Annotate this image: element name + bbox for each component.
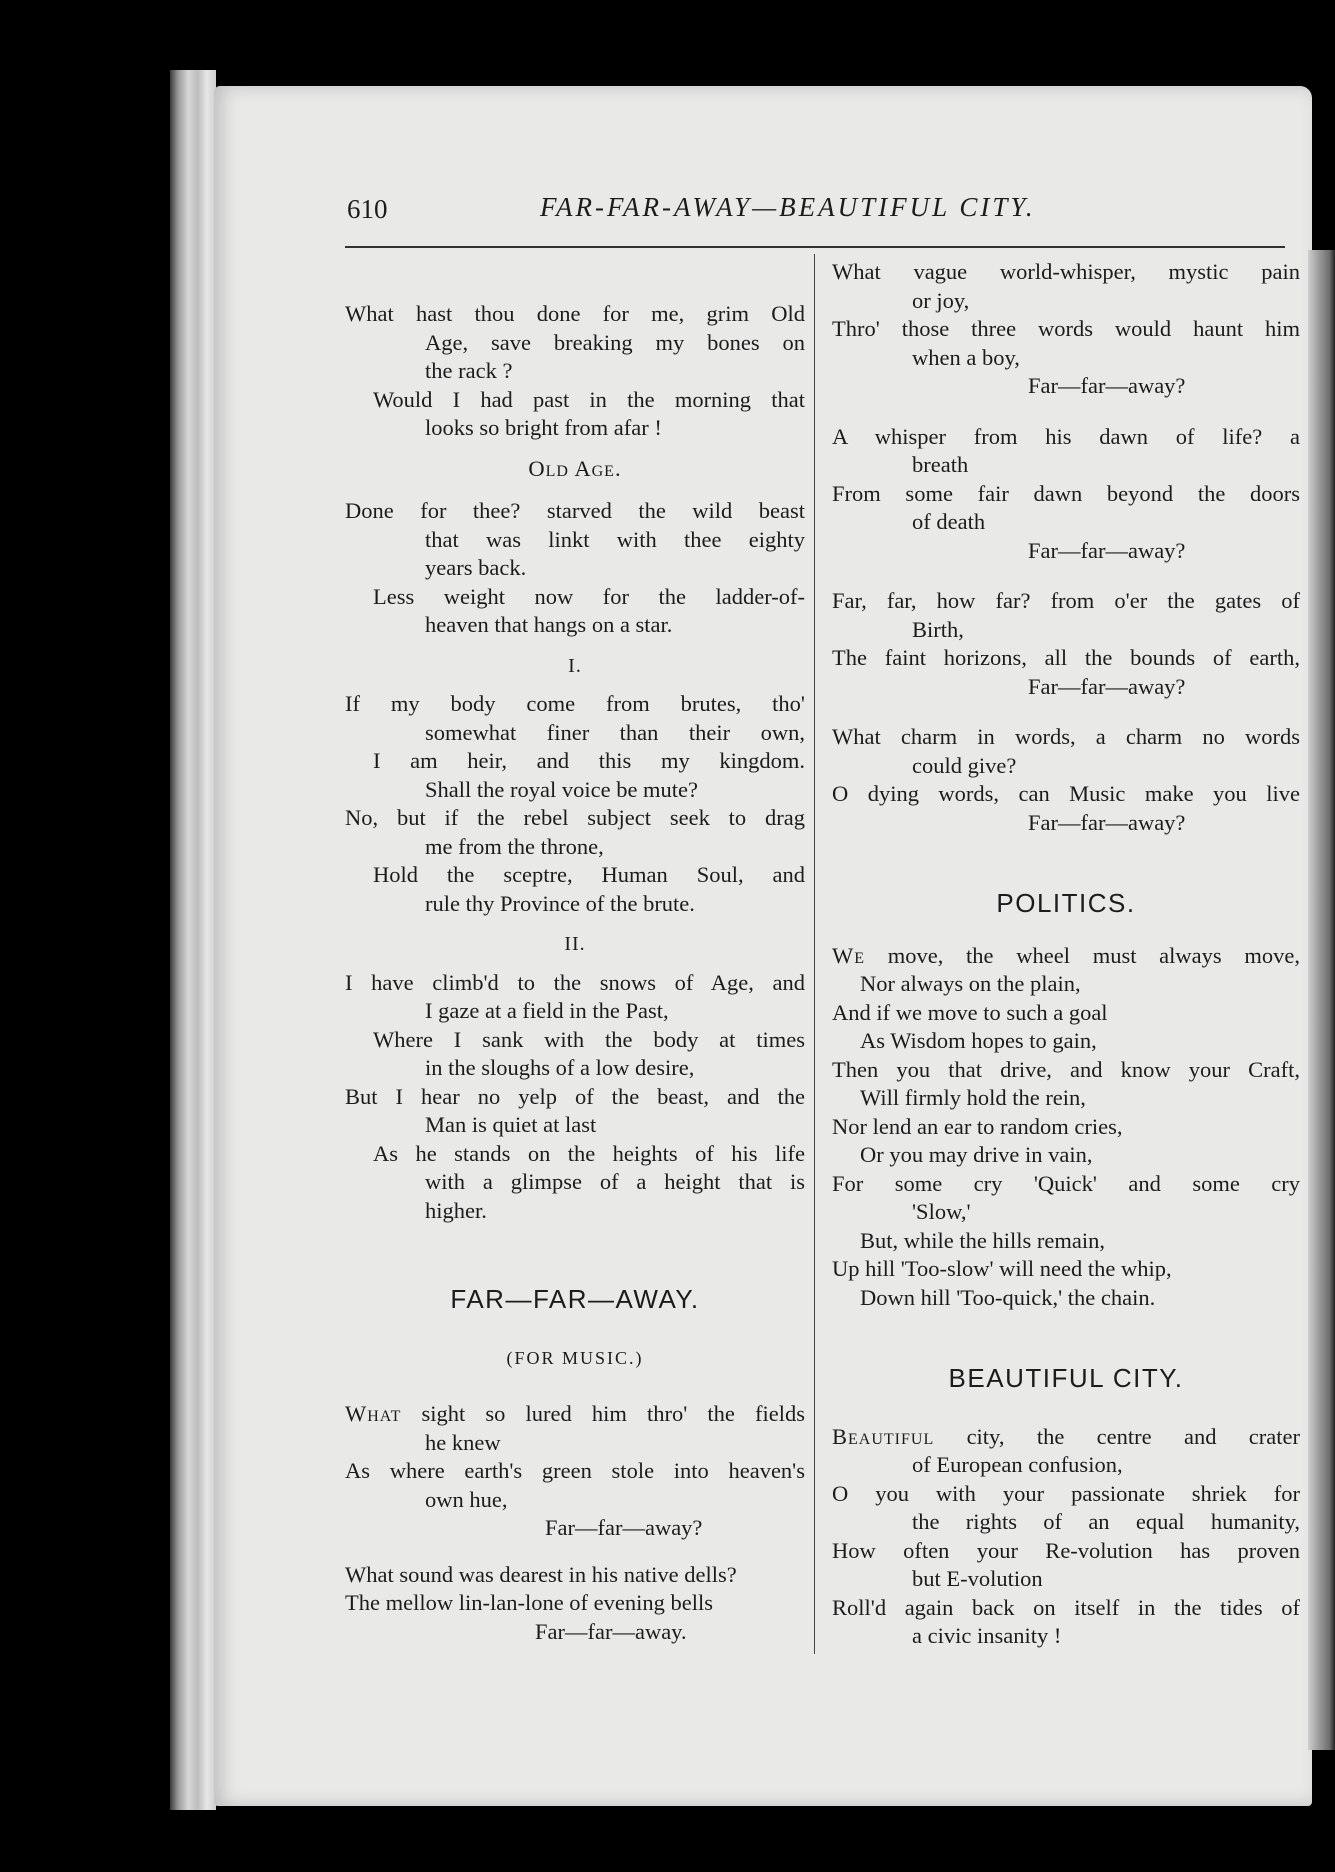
verse-line: Roll'd again back on itself in the tides of — [832, 1594, 1300, 1620]
stanza — [345, 969, 805, 1226]
right-column — [832, 258, 1300, 1663]
verse-line: looks so bright from afar ! — [425, 415, 662, 440]
verse-line: A whisper from his dawn of life? a — [832, 423, 1300, 449]
poem-subtitle: (FOR MUSIC.) — [506, 1347, 644, 1368]
verse-line: O dying words, can Music make you live — [832, 781, 1300, 806]
stanza — [345, 300, 805, 443]
stanza — [345, 690, 805, 918]
verse-line: Thro' those three words would haunt him — [832, 316, 1300, 341]
verse-line: Up hill 'Too-slow' will need the whip, — [832, 1256, 1172, 1281]
column-divider — [814, 254, 815, 1654]
verse-line — [832, 942, 1300, 971]
verse-line: Down hill 'Too-quick,' the chain. — [860, 1284, 1156, 1310]
stanza — [832, 723, 1300, 837]
verse-line: Or you may drive in vain, — [860, 1142, 1093, 1167]
verse-line: I have climb'd to the snows of Age, and — [345, 969, 805, 995]
drop-word: Beautiful — [832, 1423, 935, 1449]
verse-line: As where earth's green stole into heaven's — [345, 1458, 805, 1483]
verse-line: of European confusion, — [912, 1452, 1123, 1477]
verse-line: Nor always on the plain, — [860, 971, 1081, 996]
verse-line: The mellow lin-lan-lone of evening bells — [345, 1590, 714, 1615]
verse-line: higher. — [425, 1197, 487, 1223]
verse-line: But I hear no yelp of the beast, and the — [345, 1083, 805, 1109]
page-edge-right — [1308, 250, 1335, 1750]
verse-line: O you with your passionate shriek for — [832, 1480, 1300, 1506]
verse-text: city, the centre and crater — [934, 1423, 1300, 1449]
verse-line: but E-volution — [912, 1566, 1043, 1591]
verse-line — [345, 1400, 805, 1429]
verse-line — [832, 1423, 1300, 1452]
poem-title: POLITICS. — [996, 888, 1136, 918]
page-number: 610 — [347, 194, 388, 224]
verse-line: years back. — [425, 555, 527, 580]
verse-line: Would I had past in the morning that — [373, 386, 805, 412]
verse-line: 'Slow,' — [912, 1199, 971, 1224]
verse-line: Where I sank with the body at times — [373, 1026, 805, 1052]
verse-line: What vague world-whisper, mystic pain — [832, 259, 1300, 284]
verse-line: If my body come from brutes, tho' — [345, 691, 805, 716]
stanza — [832, 587, 1300, 701]
stanza — [345, 1400, 805, 1543]
verse-line: or joy, — [912, 287, 970, 313]
book-spine-edge — [170, 70, 216, 1810]
verse-line: From some fair dawn beyond the doors — [832, 480, 1300, 506]
verse-line: the rack ? — [425, 358, 513, 383]
refrain-line: Far—far—away? — [1028, 809, 1186, 835]
verse-line: that was linkt with thee eighty — [425, 526, 805, 552]
running-title: FAR-FAR-AWAY—BEAUTIFUL CITY. — [540, 192, 1036, 222]
verse-line: Far, far, how far? from o'er the gates of — [832, 588, 1300, 613]
header-rule — [345, 246, 1285, 248]
verse-line: Birth, — [912, 616, 964, 642]
verse-line: he knew — [425, 1429, 501, 1455]
verse-text: move, the wheel must always move, — [865, 942, 1300, 968]
stanza — [832, 423, 1300, 566]
refrain-line: Far—far—away? — [1028, 537, 1186, 563]
stanza — [832, 1423, 1300, 1651]
verse-line: As he stands on the heights of his life — [373, 1140, 805, 1166]
verse-line: I am heir, and this my kingdom. — [373, 748, 805, 773]
verse-line: heaven that hangs on a star. — [425, 612, 673, 637]
stanza — [832, 258, 1300, 401]
verse-line: the rights of an equal humanity, — [912, 1509, 1300, 1534]
verse-line: could give? — [912, 752, 1017, 778]
verse-line: Then you that drive, and know your Craft, — [832, 1056, 1300, 1082]
refrain-line: Far—far—away. — [535, 1618, 687, 1644]
verse-line: Less weight now for the ladder-of- — [373, 583, 805, 609]
verse-line: The faint horizons, all the bounds of earth, — [832, 645, 1300, 670]
stanza — [345, 497, 805, 640]
verse-line: I gaze at a field in the Past, — [425, 998, 669, 1023]
poem-title: FAR—FAR—AWAY. — [450, 1284, 700, 1314]
verse-line: What hast thou done for me, grim Old — [345, 301, 805, 326]
stanza — [832, 942, 1300, 1313]
refrain-line: Far—far—away? — [1028, 673, 1186, 699]
verse-line: For some cry 'Quick' and some cry — [832, 1170, 1300, 1196]
left-column — [345, 300, 805, 1658]
drop-word: What — [345, 1401, 402, 1426]
verse-line: And if we move to such a goal — [832, 999, 1108, 1025]
drop-word: We — [832, 942, 866, 968]
speaker-heading: Old Age. — [528, 455, 622, 481]
verse-line: rule thy Province of the brute. — [425, 890, 695, 916]
verse-line: What sound was dearest in his native dells? — [345, 1561, 737, 1587]
verse-line: in the sloughs of a low desire, — [425, 1055, 695, 1080]
verse-line: breath — [912, 452, 969, 477]
verse-line: Done for thee? starved the wild beast — [345, 498, 805, 523]
verse-line: As Wisdom hopes to gain, — [860, 1028, 1097, 1053]
verse-line: own hue, — [425, 1486, 508, 1512]
verse-line: with a glimpse of a height that is — [425, 1169, 805, 1194]
refrain-line: Far—far—away? — [1028, 373, 1186, 398]
verse-line: Shall the royal voice be mute? — [425, 776, 699, 802]
refrain-line: Far—far—away? — [545, 1515, 703, 1540]
stanza — [345, 1561, 805, 1647]
verse-line: Age, save breaking my bones on — [425, 329, 805, 355]
section-numeral: II. — [564, 933, 586, 955]
verse-line: of death — [912, 509, 986, 534]
section-numeral: I. — [568, 654, 582, 677]
poem-title: BEAUTIFUL CITY. — [948, 1363, 1184, 1393]
verse-line: somewhat finer than their own, — [425, 719, 805, 745]
verse-line: How often your Re-volution has proven — [832, 1537, 1300, 1563]
verse-text: sight so lured him thro' the fields — [401, 1401, 805, 1426]
verse-line: Will firmly hold the rein, — [860, 1085, 1086, 1110]
verse-line: when a boy, — [912, 344, 1020, 370]
verse-line: me from the throne, — [425, 833, 604, 859]
verse-line: What charm in words, a charm no words — [832, 724, 1300, 749]
verse-line: No, but if the rebel subject seek to drag — [345, 805, 805, 830]
verse-line: Man is quiet at last — [425, 1112, 597, 1137]
verse-line: Nor lend an ear to random cries, — [832, 1113, 1123, 1139]
verse-line: But, while the hills remain, — [860, 1227, 1105, 1253]
verse-line: a civic insanity ! — [912, 1623, 1062, 1648]
verse-line: Hold the sceptre, Human Soul, and — [373, 862, 805, 887]
